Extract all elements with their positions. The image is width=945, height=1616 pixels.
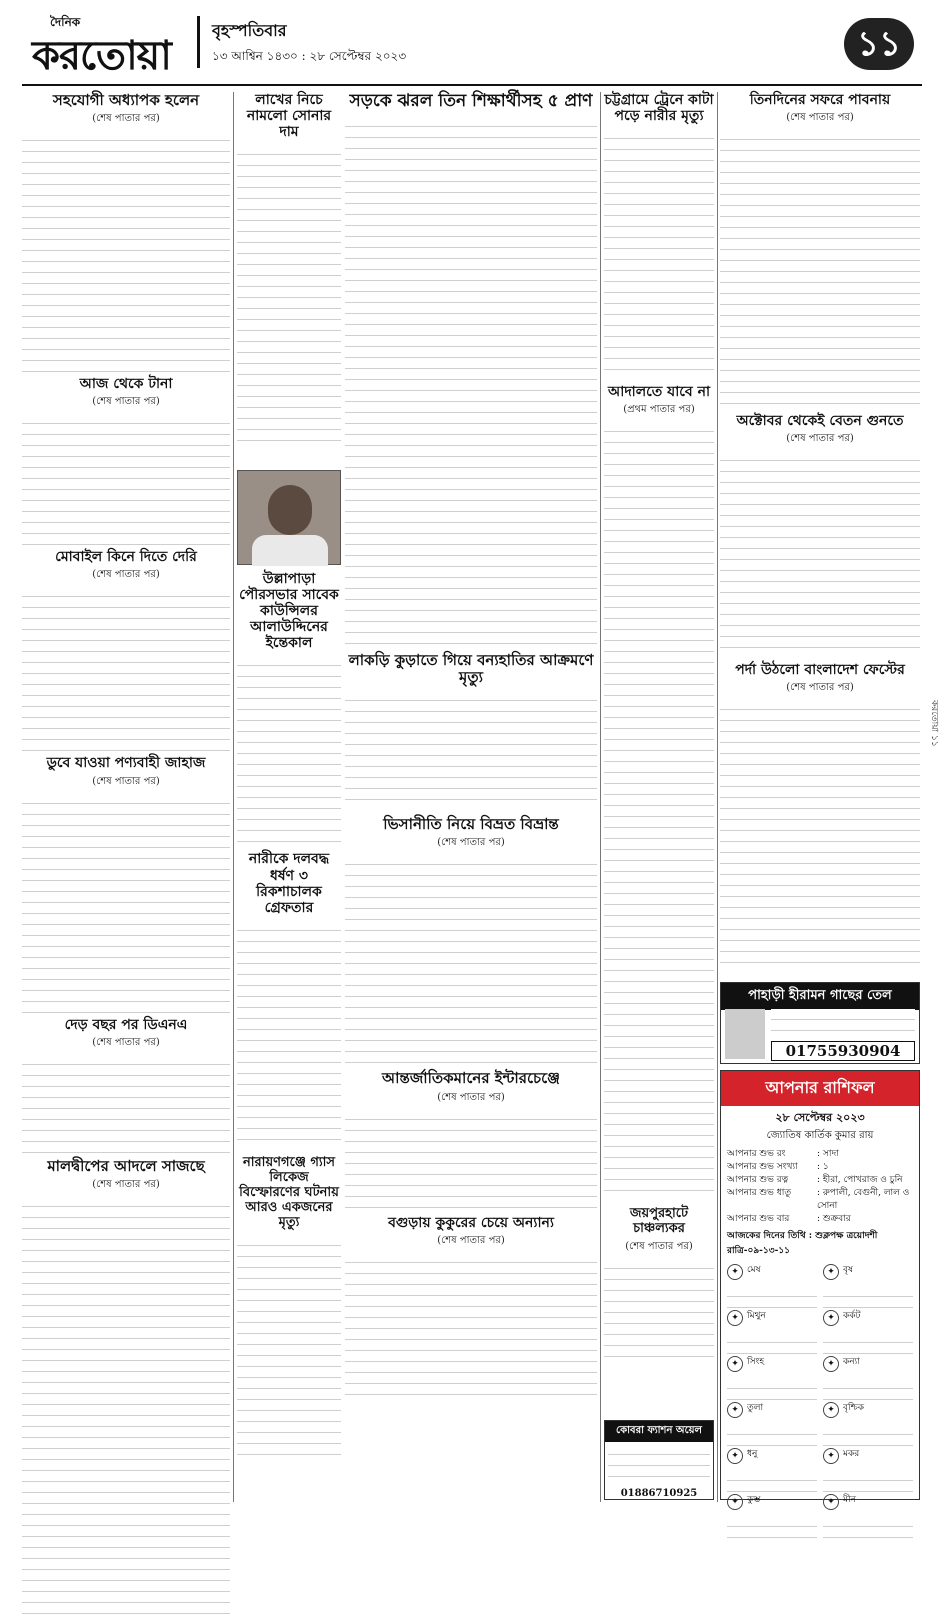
sub-sohojogi: (শেষ পাতার পর)	[92, 113, 160, 125]
column-separator	[233, 92, 234, 1502]
zodiac-icon: ✦	[727, 1264, 743, 1280]
headline-death: উল্লাপাড়া পৌরসভার সাবেক কাউন্সিলর আলাউদ্দিনের ইন্তেকাল	[239, 571, 339, 652]
zodiac-item	[823, 1356, 913, 1372]
column-6	[720, 92, 920, 652]
sub-visa: (শেষ পাতার পর)	[437, 837, 505, 849]
tithi: আজকের দিনের তিথি : শুক্লপক্ষ ত্রয়োদশী রাত্রি-০৯-১৩-১১	[727, 1231, 878, 1256]
zodiac-item	[727, 1494, 817, 1510]
masthead-divider	[197, 16, 200, 68]
zodiac-icon: ✦	[823, 1448, 839, 1464]
article-body	[720, 129, 920, 409]
lucky-label: আপনার শুভ ধাতু	[727, 1188, 792, 1198]
zodiac-item	[727, 1356, 817, 1372]
lucky-row	[727, 1148, 913, 1161]
sub-mobile: (শেষ পাতার পর)	[92, 569, 160, 581]
zodiac-name: মেষ	[747, 1265, 761, 1275]
zodiac-icon: ✦	[727, 1494, 743, 1510]
zodiac-icon: ✦	[727, 1402, 743, 1418]
zodiac-name: কর্কট	[843, 1311, 861, 1321]
lucky-value: : ১	[817, 1162, 829, 1172]
zodiac-text	[823, 1516, 913, 1538]
lucky-row	[727, 1174, 913, 1187]
article-body	[720, 450, 920, 650]
zodiac-icon: ✦	[823, 1494, 839, 1510]
clinic-ad-phone: 01886710925	[620, 1488, 698, 1499]
zodiac-text	[823, 1378, 913, 1400]
article-body	[22, 413, 230, 545]
zodiac-name: কুম্ভ	[747, 1495, 761, 1505]
article-body	[345, 690, 597, 810]
sub-der-bochor: (শেষ পাতার পর)	[92, 1036, 160, 1048]
zodiac-cell	[727, 1448, 817, 1492]
zodiac-icon: ✦	[727, 1448, 743, 1464]
article-body	[22, 130, 230, 372]
hair-oil-ad	[720, 982, 920, 1064]
lucky-value: : শুক্রবার	[817, 1214, 851, 1224]
zodiac-cell	[823, 1402, 913, 1446]
sub-aj-theke: (শেষ পাতার পর)	[92, 396, 160, 408]
article-body	[22, 586, 230, 751]
zodiac-cell	[823, 1264, 913, 1308]
article-body	[22, 793, 230, 1013]
ad-text	[608, 1444, 710, 1486]
column-1	[22, 92, 230, 1502]
article-body	[604, 128, 714, 378]
zodiac-icon: ✦	[823, 1356, 839, 1372]
center-block	[345, 92, 597, 1502]
lucky-label: আপনার শুভ সংখ্যা	[727, 1162, 798, 1172]
column-separator	[717, 92, 718, 1502]
zodiac-text	[727, 1286, 817, 1308]
zodiac-item	[823, 1448, 913, 1464]
zodiac-name: তুলা	[747, 1403, 764, 1413]
sidebar-folio: করতোয়া ১১	[929, 700, 939, 747]
zodiac-item	[823, 1494, 913, 1510]
sub-october: (শেষ পাতার পর)	[786, 433, 854, 445]
article-body	[237, 144, 341, 444]
lucky-row	[727, 1187, 913, 1213]
zodiac-item	[727, 1310, 817, 1326]
masthead	[22, 8, 922, 80]
zodiac-text	[727, 1470, 817, 1492]
zodiac-text	[727, 1424, 817, 1446]
lucky-value: : রুপালী, বেগুনী, লাল ও সোনা	[817, 1188, 910, 1211]
rashi-date: ২৮ সেপ্টেম্বর ২০২৩	[775, 1111, 865, 1124]
article-body	[345, 1252, 597, 1402]
zodiac-cell	[727, 1356, 817, 1400]
headline-visa: ভিসানীতি নিয়ে বিভ্রত বিভ্রান্ত	[383, 815, 559, 834]
headline-sohojogi: সহযোগী অধ্যাপক হলেন	[52, 91, 200, 109]
article-body	[604, 421, 714, 1201]
sub-joypurhat: (শেষ পাতার পর)	[625, 1241, 693, 1253]
zodiac-item	[823, 1402, 913, 1418]
zodiac-cell	[727, 1402, 817, 1446]
sub-dube: (শেষ পাতার পর)	[92, 775, 160, 787]
zodiac-text	[823, 1424, 913, 1446]
person-head-icon	[268, 485, 312, 535]
zodiac-cell	[727, 1264, 817, 1308]
zodiac-name: বৃশ্চিক	[843, 1403, 865, 1413]
article-body	[237, 920, 341, 1150]
headline-festival: পর্দা উঠলো বাংলাদেশ ফেস্টের	[735, 662, 905, 678]
zodiac-icon: ✦	[823, 1402, 839, 1418]
article-body	[237, 1235, 341, 1455]
article-body	[604, 1258, 714, 1358]
ad-text	[771, 1009, 915, 1039]
zodiac-name: বৃষ	[843, 1265, 853, 1275]
article-body	[345, 116, 597, 646]
sub-festival: (শেষ পাতার পর)	[786, 682, 854, 694]
column-separator	[600, 92, 601, 1502]
zodiac-name: মীন	[843, 1495, 856, 1505]
headline-october: অক্টোবর থেকেই বেতন গুনতে	[736, 413, 904, 430]
zodiac-cell	[823, 1494, 913, 1538]
day-name: বৃহস্পতিবার	[212, 21, 287, 40]
headline-der-bochor: দেড় বছর পর ডিএনএ	[64, 1016, 188, 1033]
zodiac-text	[727, 1332, 817, 1354]
headline-rape: নারীকে দলবদ্ধ ধর্ষণ ৩ রিকশাচালক গ্রেফতার	[248, 851, 330, 916]
sub-pabna: (শেষ পাতার পর)	[786, 112, 854, 124]
zodiac-name: ধনু	[747, 1449, 758, 1459]
zodiac-icon: ✦	[727, 1356, 743, 1372]
sub-interbank: (শেষ পাতার পর)	[437, 1091, 505, 1103]
zodiac-cell	[823, 1356, 913, 1400]
headline-pabna: তিনদিনের সফরে পাবনায়	[749, 92, 891, 108]
headline-road: সড়কে ঝরল তিন শিক্ষার্থীসহ ৫ প্রাণ	[349, 91, 593, 111]
article-body	[22, 1196, 230, 1616]
lucky-label: আপনার শুভ রত্ন	[727, 1175, 789, 1185]
zodiac-cell	[727, 1494, 817, 1538]
brand-small: দৈনিক	[50, 15, 81, 29]
headline-train: চট্টগ্রামে ট্রেনে কাটা পড়ে নারীর মৃত্যু	[604, 92, 714, 125]
lucky-label: আপনার শুভ রং	[727, 1149, 786, 1159]
column-5	[604, 92, 714, 1502]
headline-lakri: লাকড়ি কুড়াতে গিয়ে বন্যহাতির আক্রমণে মৃত্যু	[348, 650, 594, 686]
zodiac-cell	[727, 1310, 817, 1354]
article-body	[345, 854, 597, 1064]
headline-maldip: মালদ্বীপের আদলে সাজছে	[47, 1156, 205, 1175]
horoscope-box	[720, 1070, 920, 1507]
lucky-list	[721, 1148, 919, 1226]
lucky-row	[727, 1213, 913, 1226]
page-number: ১১	[844, 18, 914, 70]
zodiac-item	[727, 1264, 817, 1280]
zodiac-text	[823, 1286, 913, 1308]
zodiac-text	[823, 1332, 913, 1354]
headline-aj-theke: আজ থেকে টানা	[79, 376, 173, 393]
article-body	[22, 1054, 230, 1154]
oil-bottle-icon	[725, 1009, 765, 1059]
headline-joypurhat: জয়পুরহাটে চাঞ্চল্যকর	[629, 1206, 689, 1237]
lucky-label: আপনার শুভ বার	[727, 1214, 790, 1224]
headline-interbank: আন্তর্জাতিকমানের ইন্টারচেঞ্জে	[382, 1069, 560, 1088]
zodiac-cell	[823, 1310, 913, 1354]
column-6-festival	[720, 662, 920, 972]
zodiac-item	[823, 1264, 913, 1280]
date-line: ১৩ আশ্বিন ১৪৩০ : ২৮ সেপ্টেম্বর ২০২৩	[212, 49, 407, 63]
rashi-title: আপনার রাশিফল	[721, 1071, 919, 1106]
brand-big: করতোয়া	[32, 32, 171, 79]
zodiac-name: সিংহ	[747, 1357, 765, 1367]
zodiac-item	[727, 1402, 817, 1418]
article-body	[237, 655, 341, 845]
headline-lakher: লাখের নিচে নামলো সোনার দাম	[246, 92, 332, 141]
zodiac-icon: ✦	[823, 1310, 839, 1326]
zodiac-cell	[823, 1448, 913, 1492]
obituary-photo	[237, 470, 341, 565]
zodiac-item	[727, 1448, 817, 1464]
headline-dengue: বগুড়ায় কুকুরের চেয়ে অন্যান্য	[388, 1214, 554, 1231]
lucky-row	[727, 1161, 913, 1174]
headline-adalot: আদালতে যাবে না	[607, 384, 710, 401]
article-body	[345, 1109, 597, 1209]
headline-gas: নারায়ণগঞ্জে গ্যাস লিকেজ বিস্ফোরণের ঘটনায় আরও একজনের মৃত্যু	[239, 1154, 339, 1230]
zodiac-icon: ✦	[823, 1264, 839, 1280]
person-shoulders-icon	[252, 535, 328, 566]
zodiac-text	[727, 1378, 817, 1400]
zodiac-name: কন্যা	[843, 1357, 860, 1367]
clinic-ad	[604, 1420, 714, 1500]
zodiac-text	[823, 1470, 913, 1492]
sub-maldip: (শেষ পাতার পর)	[92, 1178, 160, 1190]
brand-logo	[32, 14, 182, 79]
zodiac-name: মিথুন	[747, 1311, 766, 1321]
masthead-rule	[22, 84, 922, 86]
sub-adalot: (প্রথম পাতার পর)	[623, 404, 695, 416]
rashi-author: জ্যোতিষ কার্তিক কুমার রায়	[766, 1130, 874, 1141]
zodiac-text	[727, 1516, 817, 1538]
article-body	[720, 699, 920, 969]
oil-ad-title: পাহাড়ী হীরামন গাছের তেল	[721, 983, 919, 1010]
lucky-value: : সাদা	[817, 1149, 839, 1159]
oil-ad-phone: 01755930904	[771, 1041, 915, 1061]
clinic-ad-title: কোবরা ফ্যাশন অয়েল	[605, 1421, 713, 1442]
headline-mobile: মোবাইল কিনে দিতে দেরি	[55, 549, 197, 566]
zodiac-name: মকর	[843, 1449, 860, 1459]
zodiac-icon: ✦	[727, 1310, 743, 1326]
sub-dengue: (শেষ পাতার পর)	[437, 1234, 505, 1246]
zodiac-grid	[721, 1260, 919, 1542]
zodiac-item	[823, 1310, 913, 1326]
lucky-value: : হীরা, পোখরাজ ও চুনি	[817, 1175, 903, 1185]
headline-dube: ডুবে যাওয়া পণ্যবাহী জাহাজ	[46, 755, 206, 772]
